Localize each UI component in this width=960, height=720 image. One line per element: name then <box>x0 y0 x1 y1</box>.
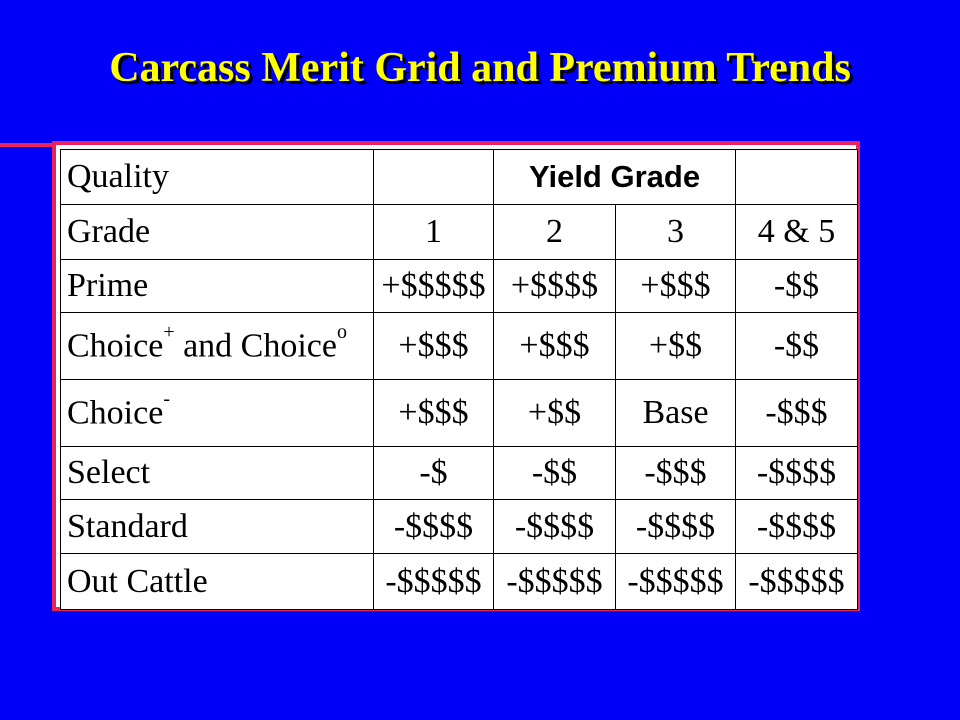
table-cell: -$$ <box>494 447 616 500</box>
yield-grade-column-1: 1 <box>374 205 494 260</box>
table-cell: -$$$$$ <box>374 554 494 610</box>
table-cell: -$$$$ <box>736 447 858 500</box>
header-row-grade <box>61 205 858 260</box>
table-cell: +$$$ <box>374 313 494 380</box>
table-cell: +$$$ <box>616 260 736 313</box>
table-cell: -$$$$ <box>494 500 616 554</box>
yield-grade-column-4-5: 4 & 5 <box>736 205 858 260</box>
slide-title: Carcass Merit Grid and Premium Trends <box>109 45 851 91</box>
table-cell: -$$$ <box>616 447 736 500</box>
header-row-quality <box>61 150 858 205</box>
header-empty-cell <box>736 150 858 205</box>
row-label: Prime <box>61 260 374 313</box>
table-cell: -$$$$ <box>736 500 858 554</box>
header-yield-grade: Yield Grade <box>494 150 736 205</box>
table-cell: -$$ <box>736 260 858 313</box>
table-cell: -$$ <box>736 313 858 380</box>
table-row <box>61 313 858 380</box>
row-label: Choice- <box>61 380 374 447</box>
accent-line <box>0 143 56 147</box>
superscript-mark: + <box>163 320 175 343</box>
yield-grade-column-3: 3 <box>616 205 736 260</box>
header-quality-label: Quality <box>61 150 374 205</box>
merit-grid-table <box>60 149 858 610</box>
table-cell: +$$$ <box>494 313 616 380</box>
yield-grade-column-2: 2 <box>494 205 616 260</box>
table-cell: -$ <box>374 447 494 500</box>
table-cell: +$$ <box>494 380 616 447</box>
table-cell: +$$ <box>616 313 736 380</box>
table-cell: +$$$$$ <box>374 260 494 313</box>
table-row <box>61 500 858 554</box>
table-cell: -$$$ <box>736 380 858 447</box>
superscript-mark: o <box>337 320 347 343</box>
row-label: Choice+ and Choice$^o$ <box>61 313 374 380</box>
superscript-mark: - <box>163 387 170 410</box>
table-cell: +$$$$ <box>494 260 616 313</box>
row-label: Standard <box>61 500 374 554</box>
table-row <box>61 380 858 447</box>
table-cell: -$$$$ <box>374 500 494 554</box>
row-label: Out Cattle <box>61 554 374 610</box>
table-cell: -$$$$$ <box>616 554 736 610</box>
table-cell: -$$$$$ <box>494 554 616 610</box>
header-empty-cell <box>374 150 494 205</box>
table-row <box>61 554 858 610</box>
table-cell: +$$$ <box>374 380 494 447</box>
table-cell: Base <box>616 380 736 447</box>
table-cell: -$$$$ <box>616 500 736 554</box>
row-label: Select <box>61 447 374 500</box>
header-grade-label: Grade <box>61 205 374 260</box>
table-cell: -$$$$$ <box>736 554 858 610</box>
table-row <box>61 447 858 500</box>
table-row <box>61 260 858 313</box>
merit-grid-frame <box>52 141 860 611</box>
